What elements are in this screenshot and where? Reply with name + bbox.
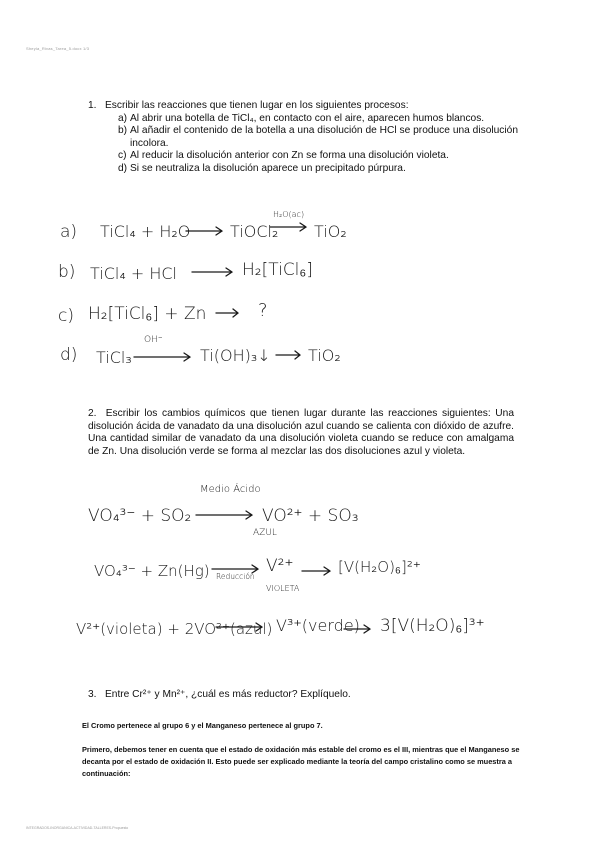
arrow-2-2a [212, 565, 258, 573]
answer-paragraph-1: El Cromo pertenece al grupo 6 y el Manganeso pertenece al grupo 7. [82, 721, 323, 730]
hw2-reaction-3-intermediate: V³⁺(verde) [276, 616, 360, 635]
hw1-reaction-d-reactant: TiCl₃ [96, 348, 132, 367]
hw1-reaction-a-reactants: TiCl₄ + H₂O [100, 222, 191, 241]
question-1-item-d: d) Si se neutraliza la disolución aparece un precipitado púrpura. [118, 162, 406, 174]
hw2-reaction-1-products: VO²⁺ + SO₃ [262, 506, 359, 526]
question-1-text: Escribir las reacciones que tienen lugar en los siguientes procesos: [105, 100, 409, 111]
hw1-reaction-c-reactants: H₂[TiCl₆] + Zn [88, 304, 207, 324]
arrow-1d-2 [276, 351, 300, 359]
question-3-text: Entre Cr²⁺ y Mn²⁺, ¿cuál es más reductor? Explíquelo. [105, 689, 351, 700]
hw1-label-c: c) [58, 306, 74, 326]
arrow-2-2b [302, 567, 330, 575]
hw1-reaction-a-intermediate: TiOCl₂ [230, 222, 279, 241]
question-3 [88, 689, 351, 702]
hw2-reaction-3-product: 3[V(H₂O)₆]³⁺ [380, 616, 485, 636]
answer-paragraph-2: Primero, debemos tener en cuenta que el estado de oxidación más estable del cromo es el III, mientras que el Manganeso se decanta por el estado de oxidación II. Esto puede ser explicado mediante la teoría del campo cristalino como se muestra a continuación: [82, 745, 520, 778]
hw2-reaction-2-product: [V(H₂O)₆]²⁺ [338, 558, 421, 576]
page-header: Sheyla_Rivas_Tarea_5.docx 1/3 [26, 46, 90, 51]
question-3-number: 3. [88, 689, 97, 700]
hw2-reaction-1-color: AZUL [253, 528, 277, 538]
hw2-reaction-2-condition: Reducción [216, 572, 255, 581]
hw1-reaction-b-product: H₂[TiCl₆] [242, 260, 313, 280]
arrow-2-3b [344, 625, 370, 633]
question-1-number: 1. [88, 100, 97, 111]
hw2-reaction-3-reactants: V²⁺(violeta) + 2VO²⁺(azul) [76, 620, 273, 638]
hw1-reaction-c-product: ? [258, 300, 268, 321]
arrow-1d-1 [134, 353, 190, 361]
question-2-text: Escribir los cambios químicos que tienen lugar durante las reacciones siguientes: Una disolución ácida de vanadato da una disolución azul cuando se calienta con dióxido de azufre. Una cantidad similar de vanadato da una disolución violeta cuando se reduce con amalgama de Zn. Una disolución verde se forma al mezclar las dos disoluciones azul y violeta. [88, 408, 514, 457]
hw2-reaction-2-color: VIOLETA [266, 584, 300, 593]
hw1-label-b: b) [58, 262, 76, 282]
hw1-reaction-d-intermediate: Ti(OH)₃↓ [200, 346, 271, 365]
hw2-reaction-2-reactants: VO₄³⁻ + Zn(Hg) [94, 562, 210, 580]
arrow-1b [192, 268, 232, 276]
hw1-reaction-a-condition: H₂O(ac) [273, 210, 305, 219]
hw1-reaction-b-reactants: TiCl₄ + HCl [90, 264, 177, 283]
hw1-reaction-d-product: TiO₂ [308, 346, 341, 365]
hw2-reaction-2-intermediate: V²⁺ [266, 556, 294, 576]
hw2-reaction-1-reactants: VO₄³⁻ + SO₂ [88, 506, 192, 526]
arrow-1a-1 [186, 227, 222, 235]
question-1-item-b: b) Al añadir el contenido de la botella a una disolución de HCl se produce una disolución incolora. [118, 125, 518, 149]
hw1-label-a: a) [60, 222, 78, 242]
question-2-number: 2. [88, 408, 97, 419]
question-1-item-a: a) Al abrir una botella de TiCl₄, en contacto con el aire, aparecen humos blancos. [118, 112, 485, 124]
hw1-reaction-d-condition: OH⁻ [144, 335, 163, 345]
arrow-2-1 [196, 511, 252, 519]
hw1-label-d: d) [60, 345, 78, 365]
arrow-1a-2 [270, 223, 306, 231]
arrow-2-3a [216, 623, 262, 631]
hw2-reaction-1-condition: Medio Ácido [200, 484, 261, 495]
page-footer: INTEGRADOS-INORGANICA-ACTIVIDAD-TALLERES-Propuesto [26, 826, 129, 830]
hw1-reaction-a-product: TiO₂ [314, 222, 347, 241]
question-1-item-c: c) Al reducir la disolución anterior con Zn se forma una disolución violeta. [118, 150, 449, 161]
arrow-1c [216, 309, 238, 317]
